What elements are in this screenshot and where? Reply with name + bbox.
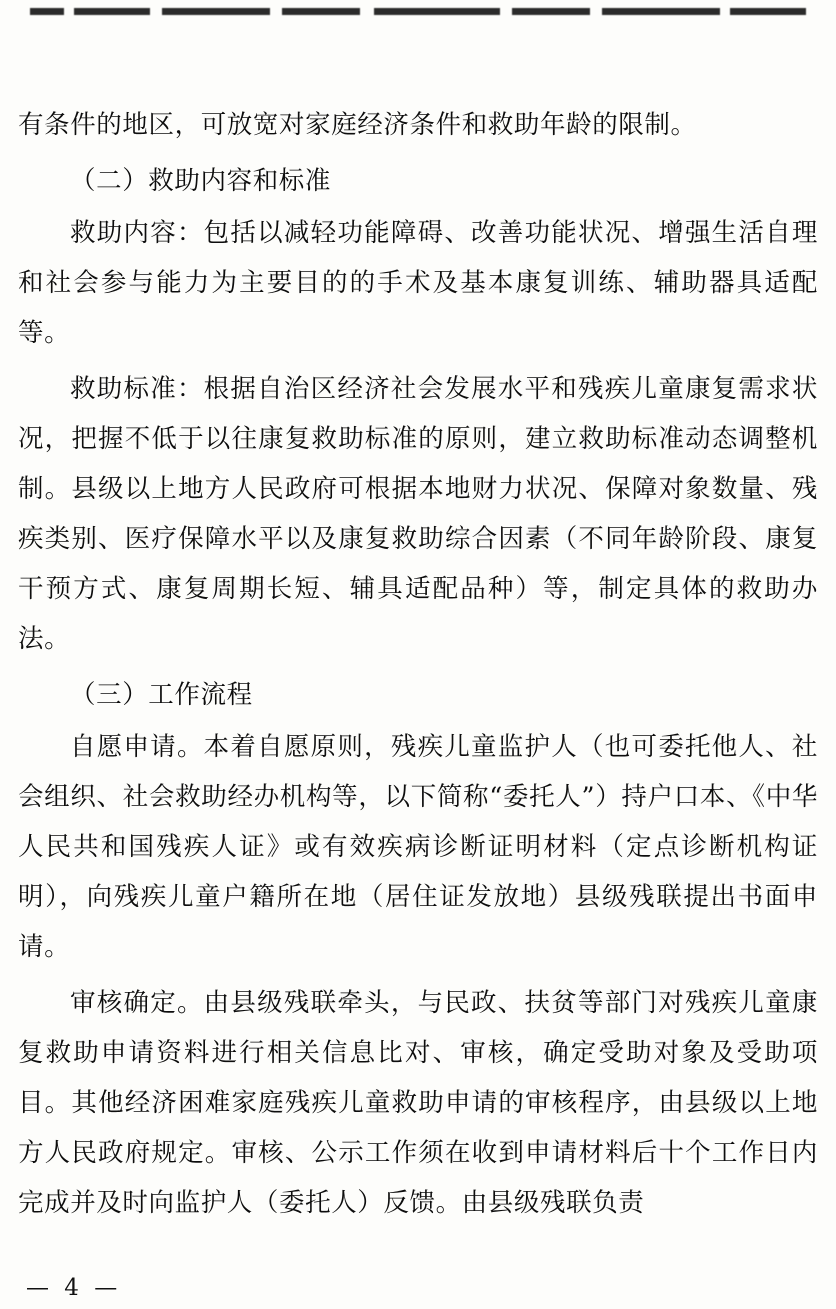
paragraph-4: 救助标准：根据自治区经济社会发展水平和残疾儿童康复需求状况，把握不低于以往康复救助标准的原则，建立救助标准动态调整机制。县级以上地方人民政府可根据本地财力状况、保障对象数量、残疾类别、医疗保障水平以及康复救助综合因素（不同年龄阶段、康复干预方式、康复周期长短、辅具适配品种）等，制定具体的救助办法。 [18,374,818,654]
page-number: — 4 — [26,1275,122,1301]
document-body [18,100,818,1234]
paragraph-7: 审核确定。由县级残联牵头，与民政、扶贫等部门对残疾儿童康复救助申请资料进行相关信息比对、审核，确定受助对象及受助项目。其他经济困难家庭残疾儿童救助申请的审核程序，由县级以上地方人民政府规定。审核、公示工作须在收到申请材料后十个工作日内完成并及时向监护人（委托人）反馈。由县级残联负责 [18,988,818,1218]
header-decorative-rule [30,8,806,15]
paragraph-1: 有条件的地区，可放宽对家庭经济条件和救助年龄的限制。 [18,110,697,140]
paragraph-6: 自愿申请。本着自愿原则，残疾儿童监护人（也可委托他人、社会组织、社会救助经办机构等，以下简称“委托人”）持户口本、《中华人民共和国残疾人证》或有效疾病诊断证明材料（定点诊断机构证明），向残疾儿童户籍所在地（居住证发放地）县级残联提出书面申请。 [18,732,818,962]
paragraph-3: 救助内容：包括以减轻功能障碍、改善功能状况、增强生活自理和社会参与能力为主要目的的手术及基本康复训练、辅助器具适配等。 [18,218,818,348]
section-heading-2: （二）救助内容和标准 [70,166,332,196]
section-heading-3: （三）工作流程 [70,680,253,710]
